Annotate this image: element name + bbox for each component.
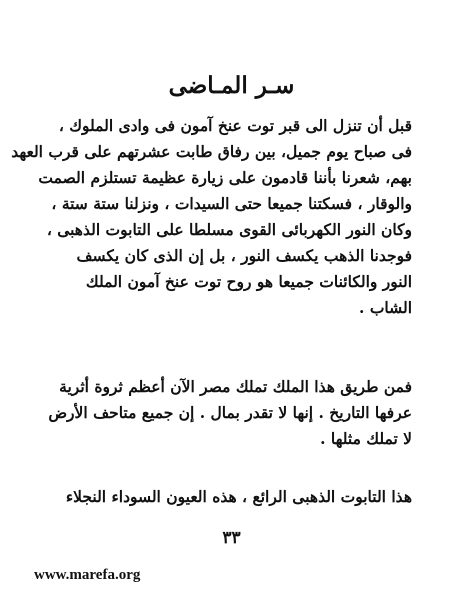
page-number: ٣٣ bbox=[222, 528, 241, 548]
text-line: بهم، شعرنا بأننا قادمون على زيارة عظيمة تستلزم الصمت bbox=[38, 168, 412, 187]
text-line: النور والكائنات جميعا هو روح توت عنخ آمون الملك bbox=[85, 272, 412, 291]
paragraph-3 bbox=[52, 484, 412, 510]
text-line: لا تملك مثلها . bbox=[320, 429, 412, 448]
paragraph-1 bbox=[11, 113, 412, 321]
text-line: والوقار ، فسكتنا جميعا حتى السيدات ، ونزلنا ستة ستة ، bbox=[51, 194, 412, 213]
text-line: هذا التابوت الذهبى الرائع ، هذه العيون السوداء النجلاء bbox=[65, 487, 412, 506]
text-line: عرفها التاريخ . إنها لا تقدر بمال . إن جميع متاحف الأرض bbox=[48, 403, 412, 422]
website-watermark: www.marefa.org bbox=[34, 567, 141, 583]
text-line: قبل أن تنزل الى قبر توت عنخ آمون فى وادى الملوك ، bbox=[58, 116, 412, 135]
text-line: فوجدنا الذهب يكسف النور ، بل إن الذى كان يكسف bbox=[76, 246, 412, 265]
paragraph-2 bbox=[48, 374, 412, 452]
chapter-title: سـر المـاضى bbox=[168, 72, 295, 99]
text-line: وكان النور الكهربائى القوى مسلطا على التابوت الذهبى ، bbox=[46, 220, 412, 239]
text-line: الشاب . bbox=[359, 298, 412, 317]
text-line: فى صباح يوم جميل، بين رفاق طابت عشرتهم على قرب العهد bbox=[11, 142, 412, 161]
text-line: فمن طريق هذا الملك تملك مصر الآن أعظم ثروة أثرية bbox=[59, 377, 412, 396]
